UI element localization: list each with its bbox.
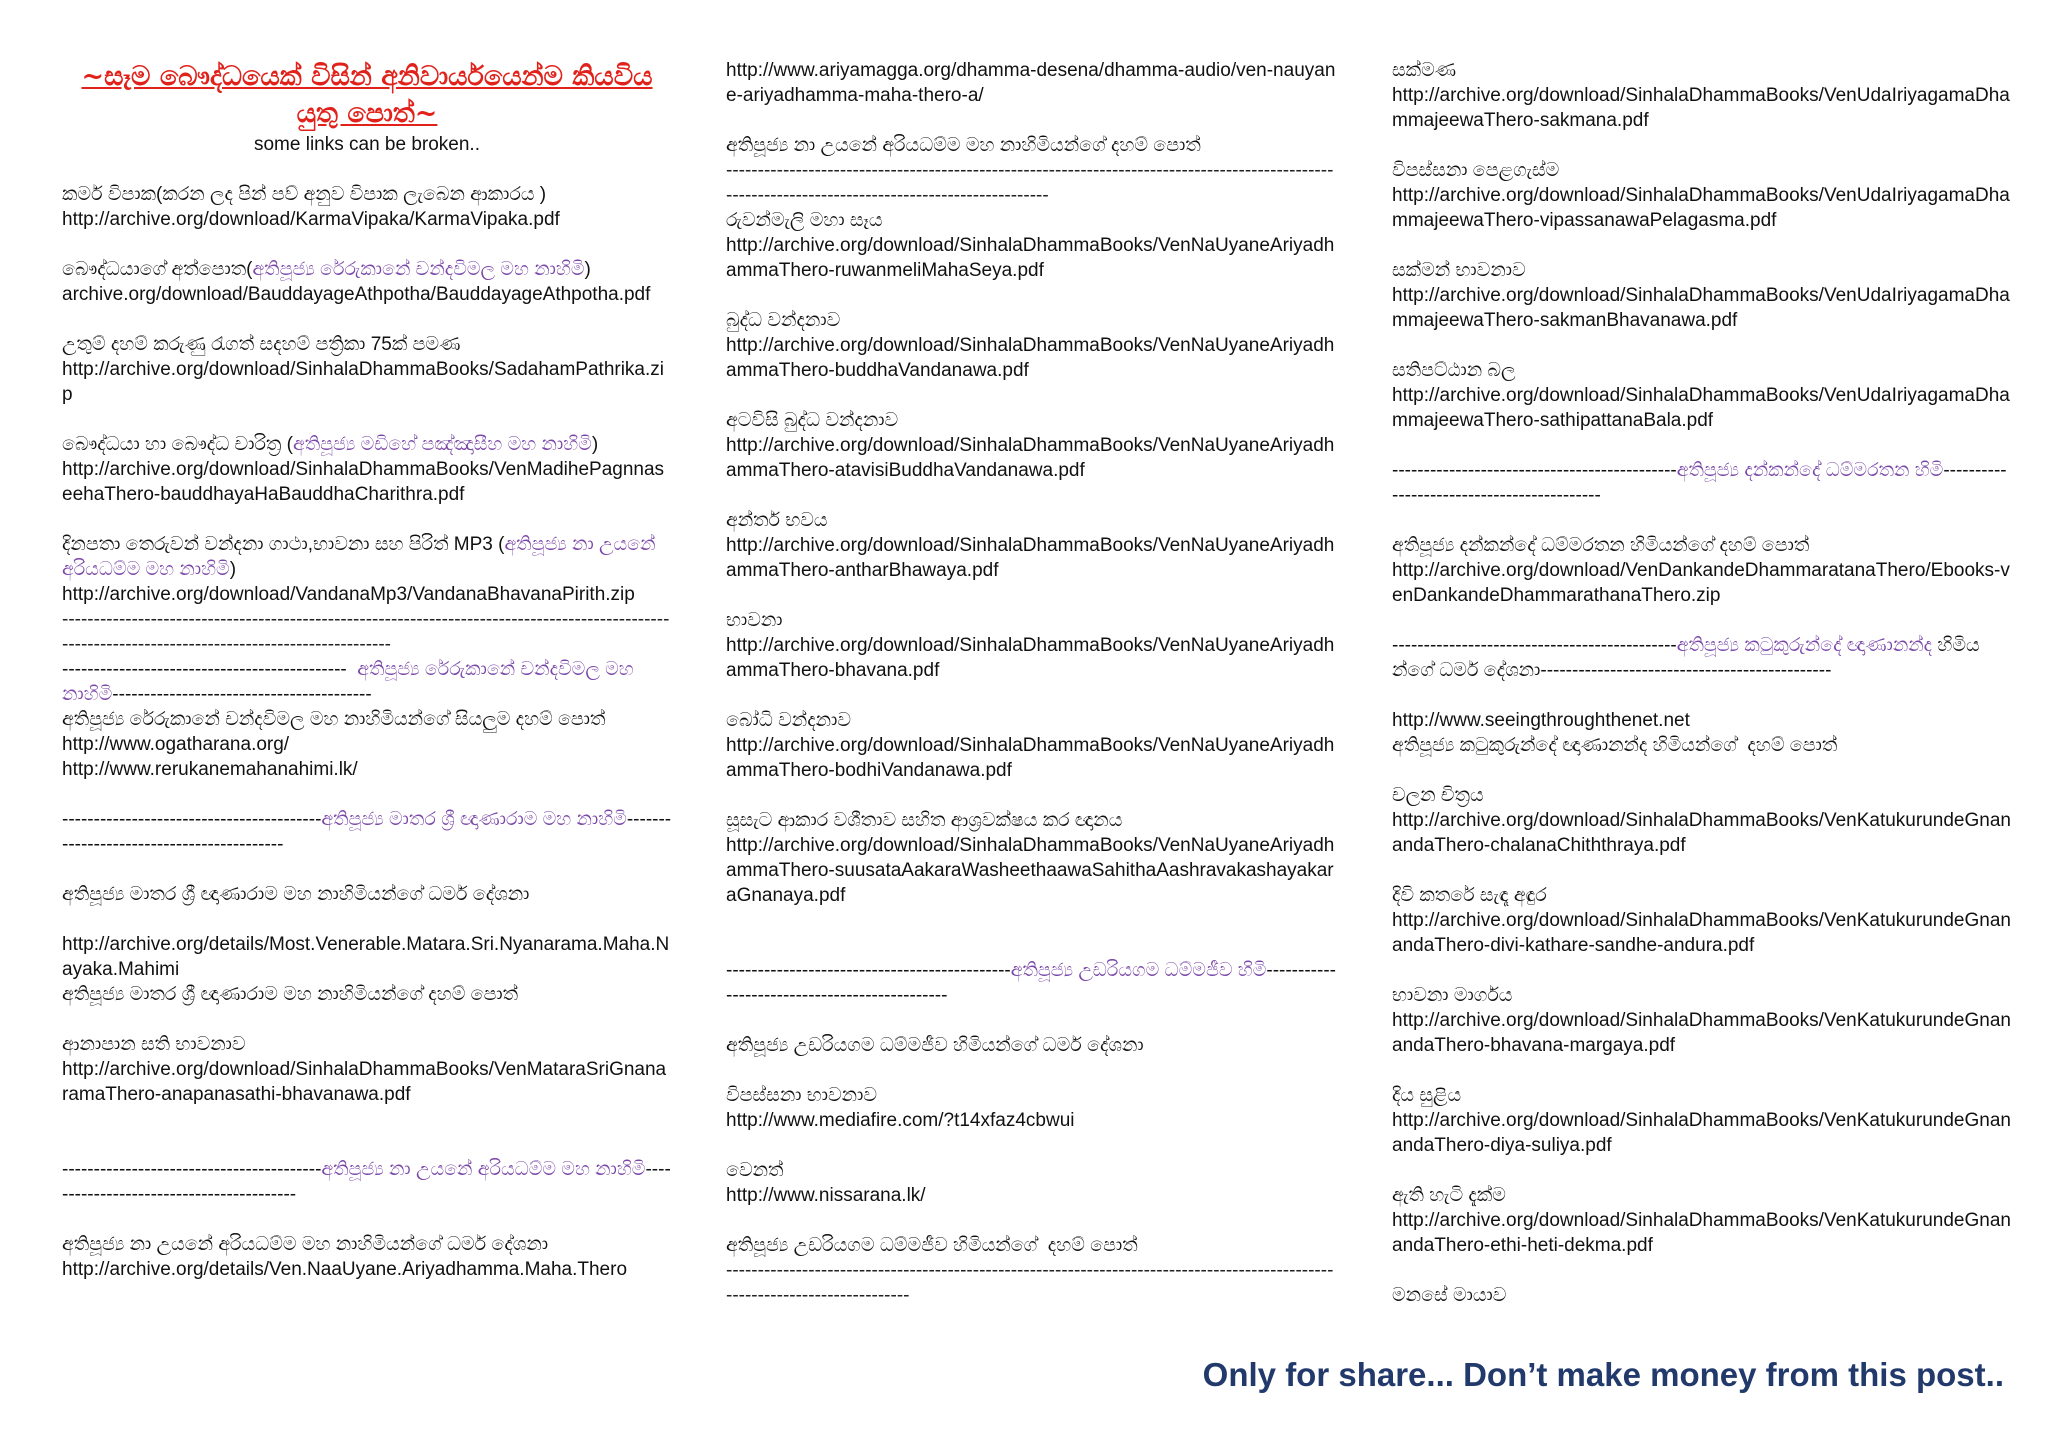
spacer <box>62 857 672 882</box>
monk-name: අතිපූජ්‍ය කටුකුරුන්දේ ඥාණානන්ද <box>1676 635 1933 656</box>
heading-text: --------------------------------------------- <box>1392 635 1677 656</box>
entry-label: අතිපූජ්‍ය නා උයනේ අරියධම්ම මහ නාහිමියන්ගේ දහම් පොත් <box>726 135 1201 156</box>
spacer <box>726 483 1336 508</box>
monk-name: අතිපූජ්‍ය නා උයනේ අරියධම්ම මහ නාහිමි <box>321 1159 646 1180</box>
column-2-entries <box>726 58 1336 1308</box>
entry-label: සක්මණ <box>1392 60 1457 81</box>
entry-label: රුවන්මැලි මහා සෑය <box>726 210 883 231</box>
entry-label: විපස්සනා පෙළගැස්ම <box>1392 160 1560 181</box>
spacer <box>1392 133 2012 158</box>
link-text[interactable]: http://archive.org/download/SinhalaDhammaBooks/VenNaUyaneAriyadhammaThero-buddhaVandanawa.pdf <box>726 335 1335 381</box>
heading-text: ) <box>591 434 599 455</box>
link-text[interactable]: http://archive.org/download/KarmaVipaka/KarmaVipaka.pdf <box>62 209 560 230</box>
entry-label: වෙනත් <box>726 1160 784 1181</box>
spacer <box>1392 1058 2012 1083</box>
link-text[interactable]: http://archive.org/download/SinhalaDhammaBooks/VenNaUyaneAriyadhammaThero-ruwanmeliMahaSeya.pdf <box>726 235 1335 281</box>
entry-label: සක්මන් භාවනාව <box>1392 260 1526 281</box>
spacer <box>1392 333 2012 358</box>
spacer <box>62 1007 672 1032</box>
monk-name: අතිපූජ්‍ය උඩරියගම ධම්මජීව හිමි <box>1010 960 1267 981</box>
link-text[interactable]: http://archive.org/download/SinhalaDhammaBooks/VenUdaIriyagamaDhammajeewaThero-vipassanawaPelagasma.pdf <box>1392 185 2010 231</box>
link-text[interactable]: http://archive.org/download/SinhalaDhammaBooks/VenNaUyaneAriyadhammaThero-suusataAakaraWasheethaawaSahithaAashravakashayakaraGnanaya.pdf <box>726 835 1335 906</box>
heading-text: --------------------------------------------- <box>1392 460 1677 481</box>
section-heading <box>62 532 672 582</box>
page-title: ~සෑම බෞද්ධයෙක් විසින් අනිවාර්යයෙන්ම කියවිය යුතු පොත්~ <box>81 61 653 129</box>
link-text[interactable]: http://archive.org/download/SinhalaDhammaBooks/VenUdaIriyagamaDhammajeewaThero-sathipattanaBala.pdf <box>1392 385 2010 431</box>
spacer <box>62 1107 672 1157</box>
spacer <box>726 1208 1336 1233</box>
entry-label: දිවි කතරේ සැඳෑ අඳුර <box>1392 885 1547 906</box>
link-text[interactable]: http://archive.org/download/SinhalaDhammaBooks/VenKatukurundeGnanandaThero-bhavana-margaya.pdf <box>1392 1010 2011 1056</box>
section-heading <box>1392 458 2012 508</box>
link-text[interactable]: http://archive.org/download/SinhalaDhammaBooks/VenNaUyaneAriyadhammaThero-atavisiBuddhaVandanawa.pdf <box>726 435 1335 481</box>
heading-text: බෞද්ධයා හා බෞද්ධ චාරිත්‍ර ( <box>62 434 293 455</box>
link-text[interactable]: http://archive.org/details/Ven.NaaUyane.Ariyadhamma.Maha.Thero <box>62 1259 628 1280</box>
heading-text: දිනපතා තෙරුවන් වන්දනා ගාථා,භාවනා සහ පිරිත් MP3 ( <box>62 534 505 555</box>
link-text[interactable]: http://archive.org/download/SinhalaDhammaBooks/VenKatukurundeGnanandaThero-ethi-heti-dekma.pdf <box>1392 1210 2011 1256</box>
link-text[interactable]: http://archive.org/download/SinhalaDhammaBooks/VenMadihePagnnaseehaThero-bauddhayaHaBauddhaCharithra.pdf <box>62 459 665 505</box>
spacer <box>726 1133 1336 1158</box>
spacer <box>1392 608 2012 633</box>
spacer <box>62 782 672 807</box>
link-text[interactable]: http://archive.org/download/SinhalaDhammaBooks/VenKatukurundeGnanandaThero-chalanaChiththraya.pdf <box>1392 810 2011 856</box>
entry-label: අතිපූජ්‍ය කටුකුරුන්දේ ඥාණානන්ද හිමියන්ගේ දහම් පොත් <box>1392 735 1838 756</box>
section-heading <box>726 958 1336 1008</box>
section-heading <box>62 257 672 282</box>
dashed-separator: ----------------------------------------------------------------------------------------------------------------------------- <box>726 1260 1334 1306</box>
spacer <box>62 507 672 532</box>
entry-label: සූසැට ආකාර වශීතාව සහිත ආශ්‍රවක්ෂය කර ඥානය <box>726 810 1123 831</box>
dashed-separator: --------------------------------------------------------------------------------------------------------------------------------------------------- <box>726 160 1334 206</box>
link-text[interactable]: http://archive.org/download/VandanaMp3/VandanaBhavanaPirith.zip <box>62 584 635 605</box>
heading-text: හිමියන්ගේ ධර්ම දේශනා---------------------------------------------- <box>1392 635 1980 681</box>
spacer <box>62 907 672 932</box>
dashed-separator: ---------------------------------------------------------------------------------------------------------------------------------------------------- <box>62 609 670 655</box>
entry-label: භාවනා <box>726 610 783 631</box>
monk-name: අතිපූජ්‍ය මඩිහේ පඤ්ඤාසීහ මහ නාහිමි <box>292 434 592 455</box>
spacer <box>726 383 1336 408</box>
entry-label: ඇති හැටි දැක්ම <box>1392 1185 1506 1206</box>
section-heading <box>62 657 672 707</box>
link-text[interactable]: http://archive.org/download/SinhalaDhammaBooks/VenNaUyaneAriyadhammaThero-bodhiVandanawa.pdf <box>726 735 1335 781</box>
link-text[interactable]: http://www.nissarana.lk/ <box>726 1185 926 1206</box>
entry-label: අතිපූජ්‍ය දන්කන්දේ ධම්මරතන හිමියන්ගේ දහම් පොත් <box>1392 535 1810 556</box>
entry-label: ආනාපාන සති භාවනාව <box>62 1034 246 1055</box>
link-text[interactable]: http://archive.org/download/SinhalaDhammaBooks/VenUdaIriyagamaDhammajeewaThero-sakmanBhavanawa.pdf <box>1392 285 2010 331</box>
spacer <box>62 307 672 332</box>
heading-text: ------------------------------------------ <box>62 809 672 855</box>
link-text[interactable]: http://www.ogatharana.org/ <box>62 734 290 755</box>
spacer <box>1392 758 2012 783</box>
footer-note: Only for share... Don’t make money from this post.. <box>1202 1356 2004 1393</box>
section-heading <box>1392 633 2012 683</box>
link-text[interactable]: http://www.seeingthroughthenet.net <box>1392 710 1690 731</box>
entry-label: අතිපූජ්‍ය උඩරියගම ධම්මජීව හිමියන්ගේ ධර්ම දේශනා <box>726 1035 1144 1056</box>
heading-text: ----------------------------------------- <box>112 684 372 705</box>
heading-text: ) <box>584 259 591 280</box>
heading-text: බෞද්ධයාගේ අත්පොත( <box>62 259 253 280</box>
monk-name: අතිපූජ්‍ය දන්කන්දේ ධම්මරතන හිමි <box>1676 460 1944 481</box>
spacer <box>1392 858 2012 883</box>
entry-label: අතිපූජ්‍ය නා උයනේ අරියධම්ම මහ නාහිමියන්ගේ ධර්ම දේශනා <box>62 1234 549 1255</box>
link-text[interactable]: archive.org/download/BauddayageAthpotha/BauddayageAthpotha.pdf <box>62 284 651 305</box>
link-text[interactable]: http://archive.org/download/SinhalaDhammaBooks/SadahamPathrika.zip <box>62 359 664 405</box>
spacer <box>1392 1158 2012 1183</box>
entry-label: විපස්සනා භාවනාව <box>726 1085 878 1106</box>
entry-label: මනසේ මායාව <box>1392 1285 1507 1306</box>
spacer <box>1392 233 2012 258</box>
entry-label: උතුම් දහම් කරුණු රැගත් සදහම් පත්‍රිකා 75ක් පමණ <box>62 334 461 355</box>
spacer <box>726 108 1336 133</box>
monk-name: අතිපූජ්‍ය රේරුකානේ චන්දවිමල මහ නාහිමි <box>252 259 585 280</box>
heading-text: ----------------------------------------- <box>62 809 322 830</box>
heading-text: ) <box>229 559 237 580</box>
link-text[interactable]: http://archive.org/download/VenDankandeDhammaratanaThero/Ebooks-venDankandeDhammarathanaThero.zip <box>1392 560 2010 606</box>
column-1-entries <box>62 182 672 1282</box>
spacer <box>62 407 672 432</box>
spacer <box>1392 683 2012 708</box>
link-text[interactable]: http://archive.org/details/Most.Venerable.Matara.Sri.Nyanarama.Maha.Nayaka.Mahimi <box>62 934 670 980</box>
spacer <box>1392 958 2012 983</box>
column-2 <box>726 58 1336 1308</box>
monk-name: අතිපූජ්‍ය රේරුකානේ චන්දවිමල මහ නාහිමි <box>62 659 640 705</box>
entry-label: අතිපූජ්‍ය උඩරියගම ධම්මජීව හිමියන්ගේ දහම් පොත් <box>726 1235 1138 1256</box>
entry-label: අතිපූජ්‍ය මාතර ශ්‍රී ඥාණාරාම මහ නාහිමියන්ගේ ධර්ම දේශනා <box>62 884 530 905</box>
monk-name: අතිපූජ්‍ය නා උයනේ අරියධම්ම මහ නාහිමි <box>62 534 661 580</box>
column-3-entries <box>1392 58 2012 1308</box>
spacer <box>726 1058 1336 1083</box>
spacer <box>726 783 1336 808</box>
spacer <box>726 908 1336 958</box>
link-text[interactable]: http://archive.org/download/SinhalaDhammaBooks/VenKatukurundeGnanandaThero-divi-kathare-sandhe-andura.pdf <box>1392 910 2011 956</box>
entry-label: චලන චිත්‍රය <box>1392 785 1484 806</box>
spacer <box>1392 433 2012 458</box>
link-text[interactable]: http://archive.org/download/SinhalaDhammaBooks/VenNaUyaneAriyadhammaThero-bhavana.pdf <box>726 635 1335 681</box>
spacer <box>1392 508 2012 533</box>
spacer <box>726 1008 1336 1033</box>
entry-label: කර්ම විපාක(කරන ලද පින් පව් අනුව විපාක ලැබෙන ආකාරය ) <box>62 184 547 205</box>
heading-text: ----------------------------------------- <box>62 1159 671 1205</box>
entry-label: බුද්ධ වන්දනාව <box>726 310 841 331</box>
entry-label: දිය සුළිය <box>1392 1085 1462 1106</box>
heading-text: ---------------------------------------------- <box>726 960 1336 1006</box>
link-text[interactable]: http://www.rerukanemahanahimi.lk/ <box>62 759 358 780</box>
spacer <box>726 683 1336 708</box>
page-subtitle: some links can be broken.. <box>253 134 480 155</box>
spacer <box>726 583 1336 608</box>
heading-text: --------------------------------------------- <box>62 659 358 680</box>
link-text[interactable]: http://archive.org/download/SinhalaDhammaBooks/VenNaUyaneAriyadhammaThero-antharBhawaya.pdf <box>726 535 1335 581</box>
section-heading <box>62 1157 672 1207</box>
monk-name: අතිපූජ්‍ය මාතර ශ්‍රී ඥාණාරාම මහ නාහිමි <box>321 809 627 830</box>
heading-text: ------------------------------------------- <box>1392 460 2007 506</box>
link-text[interactable]: http://www.mediafire.com/?t14xfaz4cbwui <box>726 1110 1075 1131</box>
heading-text: --------------------------------------------- <box>726 960 1011 981</box>
link-text[interactable]: http://archive.org/download/SinhalaDhammaBooks/VenKatukurundeGnanandaThero-diya-suliya.pdf <box>1392 1110 2011 1156</box>
column-1 <box>62 58 672 1282</box>
entry-label: අන්තර් භවය <box>726 510 828 531</box>
heading-text: ----------------------------------------- <box>62 1159 322 1180</box>
entry-label: සතිපට්ඨාන බල <box>1392 360 1516 381</box>
entry-label: අතිපූජ්‍ය මාතර ශ්‍රී ඥාණාරාම මහ නාහිමියන්ගේ දහම් පොත් <box>62 984 519 1005</box>
link-text[interactable]: http://archive.org/download/SinhalaDhammaBooks/VenMataraSriGnanaramaThero-anapanasathi-bhavanawa.pdf <box>62 1059 667 1105</box>
entry-label: අටවිසි බුද්ධ වන්දනාව <box>726 410 899 431</box>
link-text[interactable]: http://archive.org/download/SinhalaDhammaBooks/VenUdaIriyagamaDhammajeewaThero-sakmana.pdf <box>1392 85 2010 131</box>
spacer <box>62 232 672 257</box>
section-heading <box>62 432 672 457</box>
entry-label: අතිපූජ්‍ය රේරුකානේ චන්දවිමල මහ නාහිමියන්ගේ සියලුම දහම් පොත් <box>62 709 606 730</box>
section-heading <box>62 807 672 857</box>
column-3 <box>1392 58 2012 1308</box>
spacer <box>1392 1258 2012 1283</box>
entry-label: බෝධි වන්දනාව <box>726 710 851 731</box>
entry-label: භාවනා මාර්ගය <box>1392 985 1513 1006</box>
spacer <box>726 283 1336 308</box>
spacer <box>62 1207 672 1232</box>
link-text[interactable]: http://www.ariyamagga.org/dhamma-desena/dhamma-audio/ven-nauyane-ariyadhamma-maha-thero-a/ <box>726 60 1336 106</box>
